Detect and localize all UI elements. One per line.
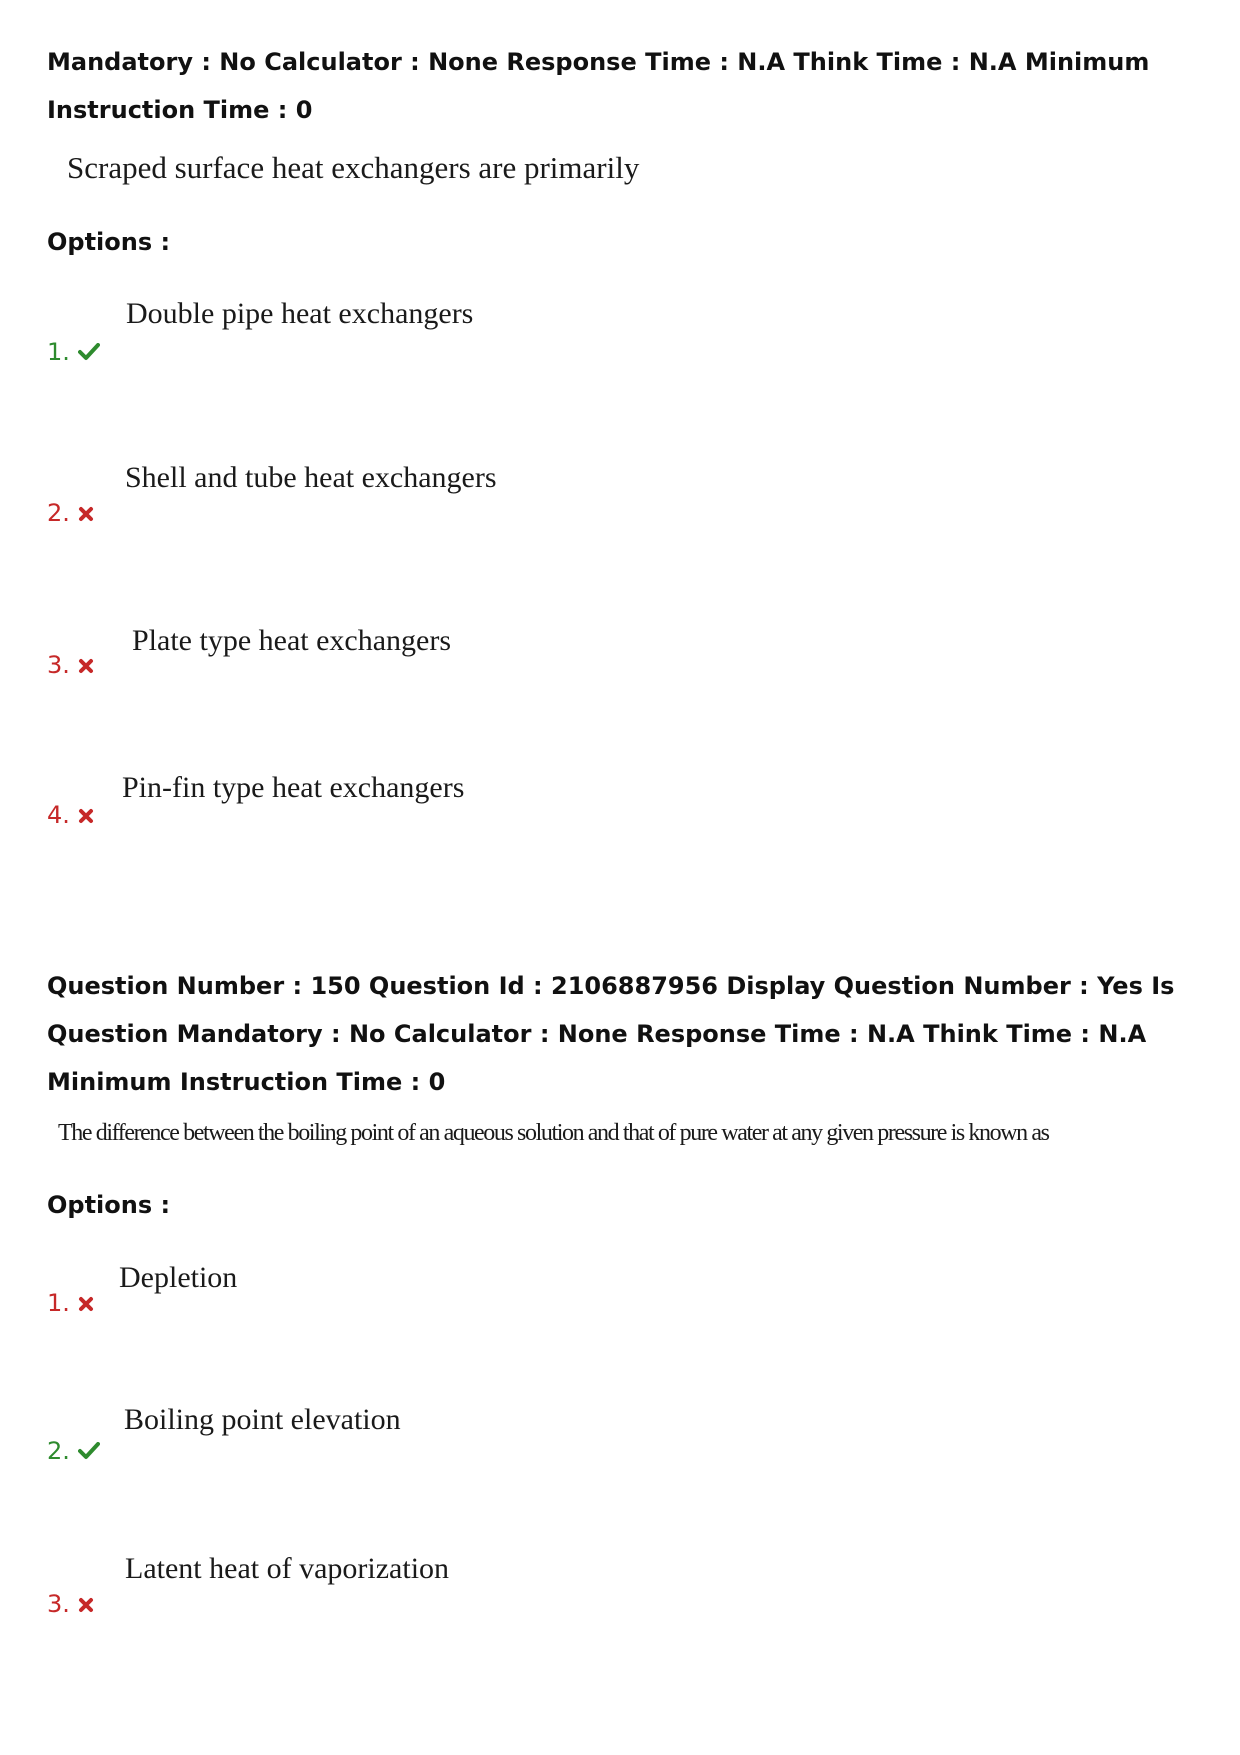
question-text-image: Scraped surface heat exchangers are primarily xyxy=(67,150,640,185)
cross-icon xyxy=(78,652,94,680)
check-icon xyxy=(78,339,100,367)
option-2-text: Boiling point elevation xyxy=(124,1403,401,1436)
option-number-text: 1. xyxy=(47,338,70,366)
cross-icon xyxy=(78,1290,94,1318)
options-label: Options : xyxy=(47,228,171,256)
option-2-number xyxy=(47,1437,100,1466)
question-meta-text: Question Number : 150 Question Id : 2106887956 Display Question Number : Yes Is Question Mandatory : No Calculator : None Response Time : N.A Think Time : N.A Minimum Instruction Time : 0 xyxy=(47,972,1175,1096)
option-number-text: 4. xyxy=(47,801,70,829)
cross-icon xyxy=(78,802,94,830)
option-2-number xyxy=(47,499,94,528)
option-4-number xyxy=(47,801,94,830)
option-1-text: Double pipe heat exchangers xyxy=(126,297,474,330)
option-3-number xyxy=(47,651,94,680)
option-number-text: 1. xyxy=(47,1289,70,1317)
question-meta-text: Mandatory : No Calculator : None Response Time : N.A Think Time : N.A Minimum Instruction Time : 0 xyxy=(47,48,1150,124)
option-number-text: 2. xyxy=(47,1437,70,1465)
option-3-text: Plate type heat exchangers xyxy=(132,624,452,657)
option-2-text: Shell and tube heat exchangers xyxy=(125,461,497,494)
cross-icon xyxy=(78,500,94,528)
option-4-text: Pin-fin type heat exchangers xyxy=(122,771,465,804)
option-1-text: Depletion xyxy=(119,1261,238,1294)
option-number-text: 3. xyxy=(47,651,70,679)
question-text-image: The difference between the boiling point of an aqueous solution and that of pure water at any given pressure is known as xyxy=(58,1120,1049,1146)
option-3-text: Latent heat of vaporization xyxy=(125,1552,450,1585)
cross-icon xyxy=(78,1591,94,1619)
option-1-number xyxy=(47,338,100,367)
options-label: Options : xyxy=(47,1191,171,1219)
option-3-number xyxy=(47,1590,94,1619)
check-icon xyxy=(78,1438,100,1466)
option-1-number xyxy=(47,1289,94,1318)
option-number-text: 3. xyxy=(47,1590,70,1618)
option-number-text: 2. xyxy=(47,499,70,527)
